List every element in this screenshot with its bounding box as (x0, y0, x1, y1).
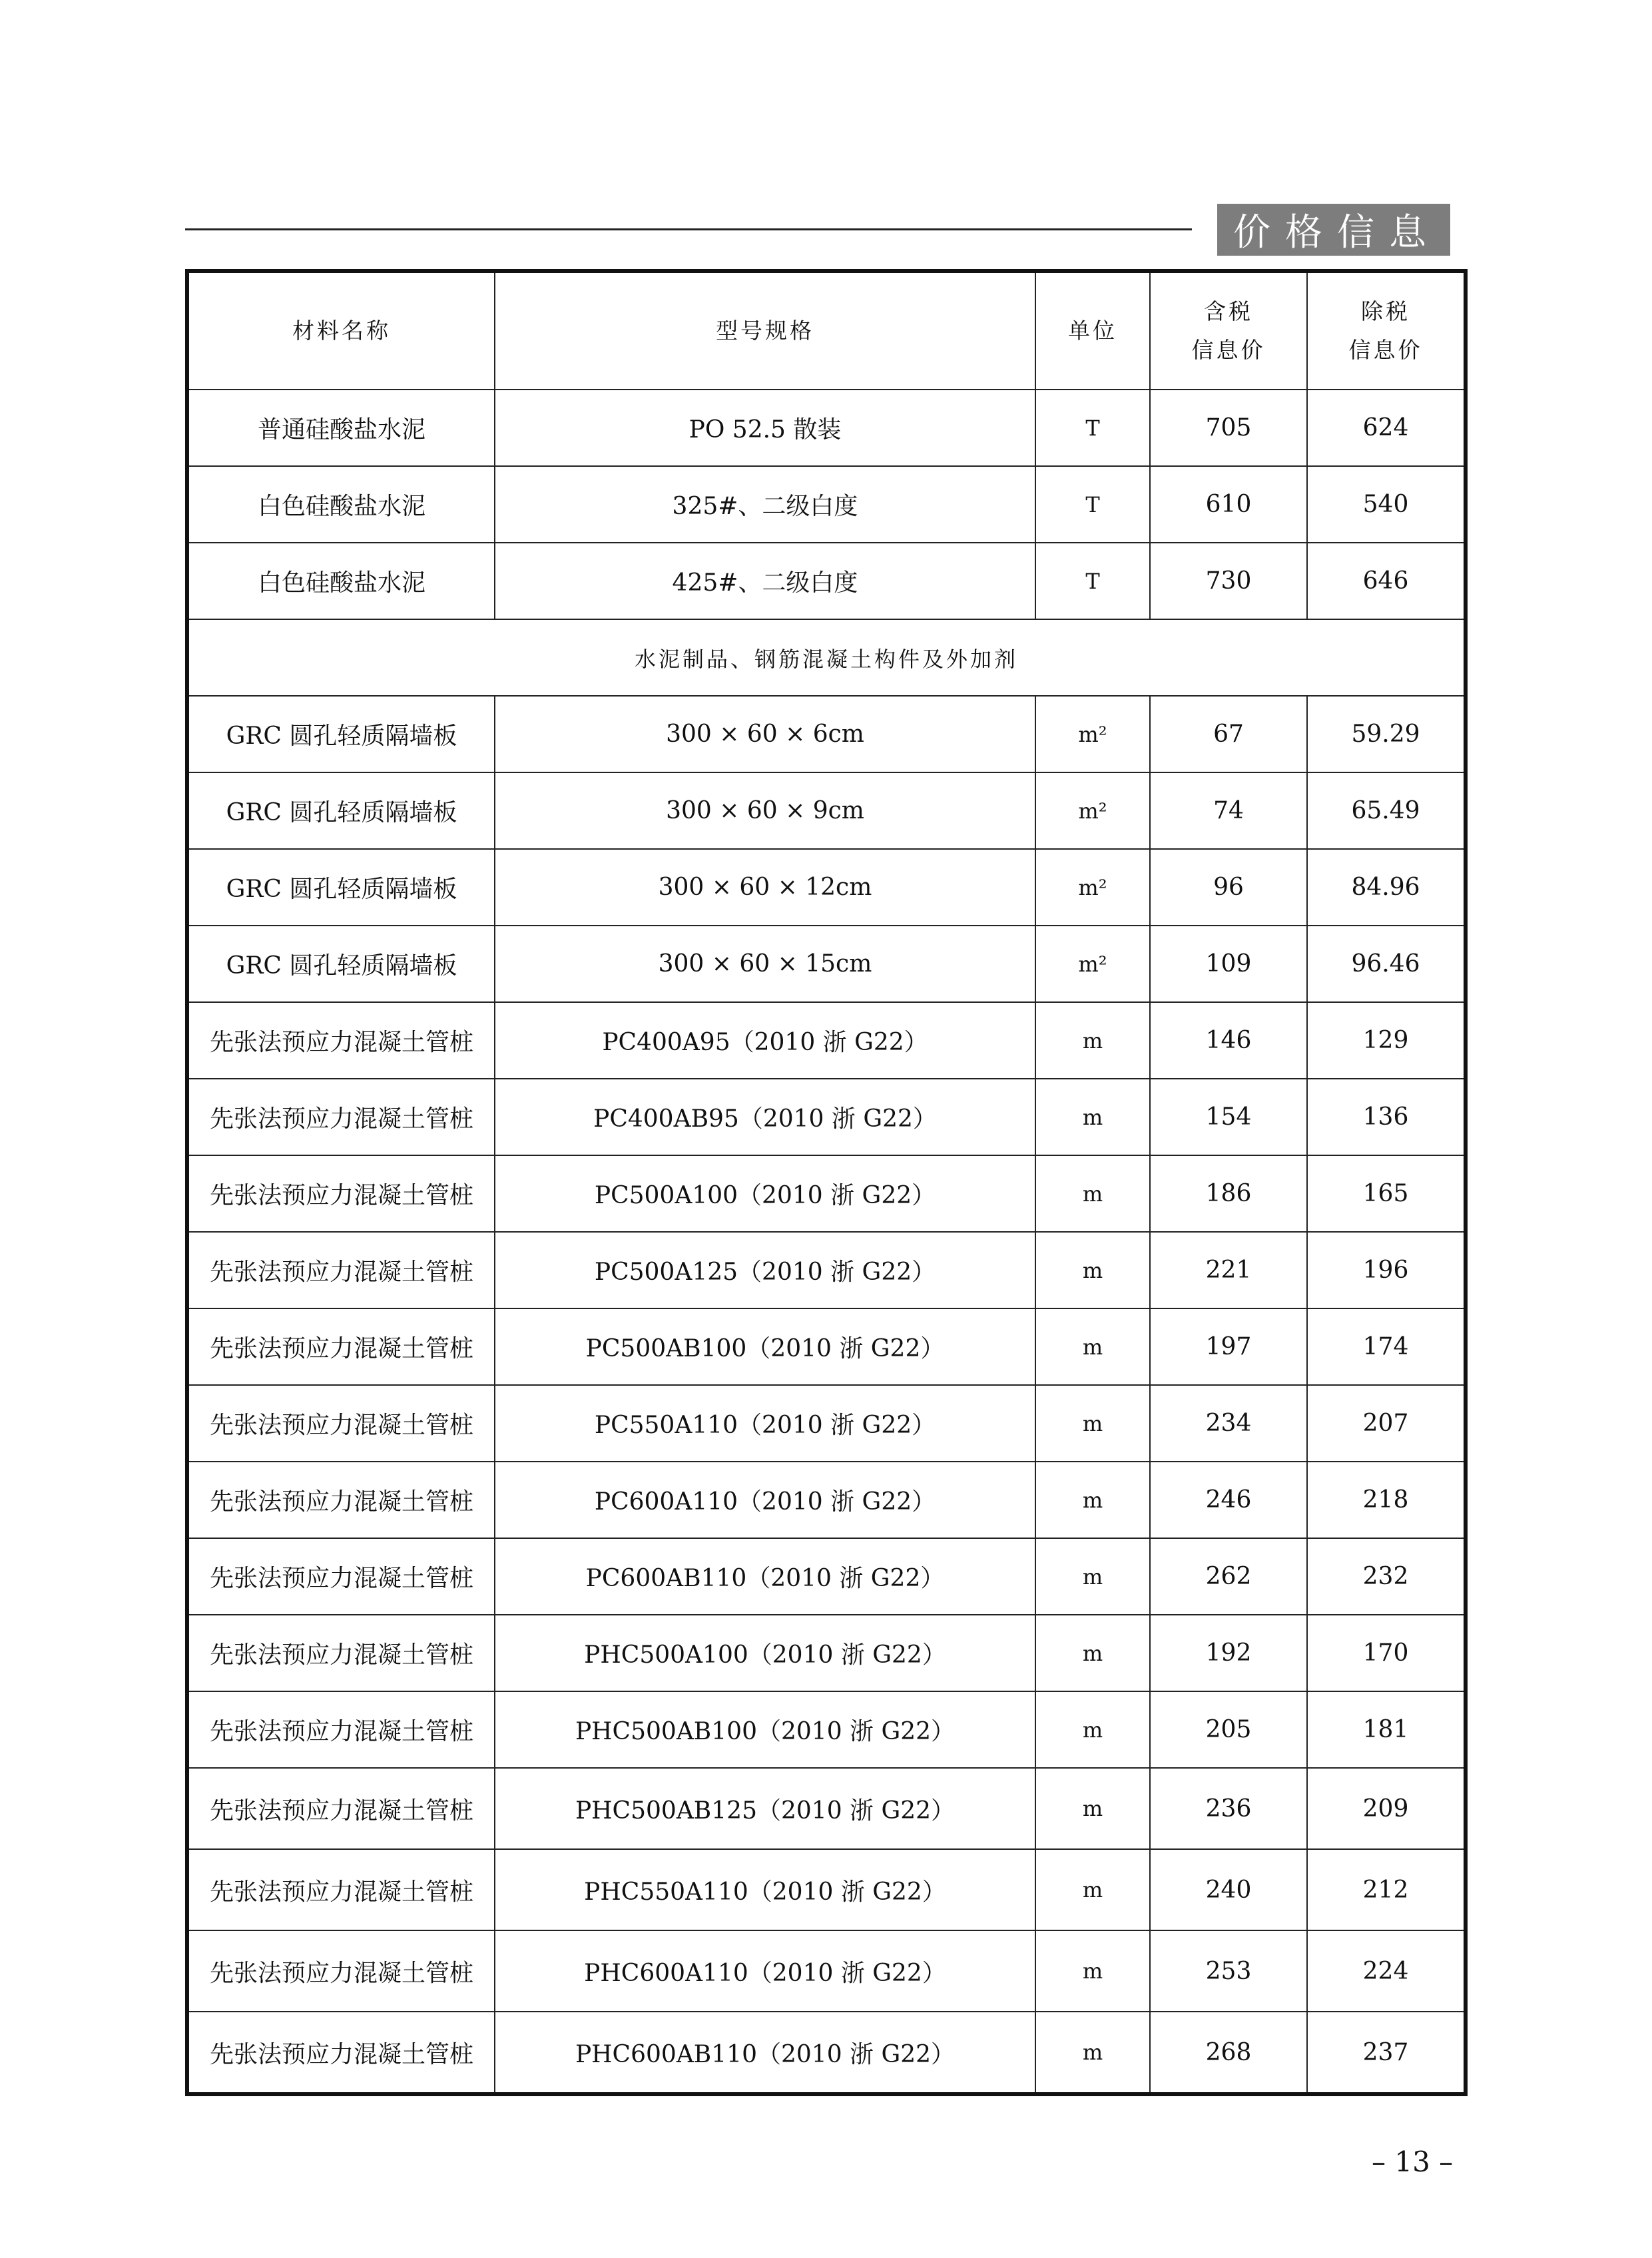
cell-tax-included-price: 154 (1150, 1079, 1307, 1155)
cell-tax-included-price: 240 (1150, 1849, 1307, 1930)
cell-unit: m (1035, 1768, 1150, 1849)
table-row (187, 1385, 1466, 1462)
cell-spec: 300 × 60 × 12cm (495, 849, 1035, 926)
cell-material-name: 先张法预应力混凝土管桩 (187, 1002, 495, 1079)
cell-spec: 325#、二级白度 (495, 466, 1035, 543)
cell-unit: m (1035, 1308, 1150, 1385)
cell-spec: PC550A110（2010 浙 G22） (495, 1385, 1035, 1462)
cell-spec: PC400A95（2010 浙 G22） (495, 1002, 1035, 1079)
table-row (187, 1079, 1466, 1155)
cell-unit: m² (1035, 696, 1150, 772)
cell-tax-included-price: 74 (1150, 772, 1307, 849)
table-row (187, 772, 1466, 849)
cell-unit: m (1035, 1849, 1150, 1930)
cell-tax-excluded-price: 196 (1307, 1232, 1466, 1308)
cell-spec: 300 × 60 × 15cm (495, 926, 1035, 1002)
cell-material-name: 白色硅酸盐水泥 (187, 466, 495, 543)
table-body (187, 390, 1466, 2094)
cell-spec: PHC600A110（2010 浙 G22） (495, 1930, 1035, 2012)
cell-tax-excluded-price: 624 (1307, 390, 1466, 466)
table-row (187, 1768, 1466, 1849)
cell-material-name: GRC 圆孔轻质隔墙板 (187, 849, 495, 926)
cell-unit: m (1035, 1538, 1150, 1615)
cell-material-name: 先张法预应力混凝土管桩 (187, 1079, 495, 1155)
cell-spec: PHC500A100（2010 浙 G22） (495, 1615, 1035, 1691)
cell-unit: m (1035, 1691, 1150, 1768)
table-row (187, 1308, 1466, 1385)
cell-tax-included-price: 197 (1150, 1308, 1307, 1385)
table-row (187, 849, 1466, 926)
cell-tax-excluded-price: 540 (1307, 466, 1466, 543)
cell-material-name: 先张法预应力混凝土管桩 (187, 1615, 495, 1691)
cell-spec: PHC500AB125（2010 浙 G22） (495, 1768, 1035, 1849)
cell-tax-excluded-price: 65.49 (1307, 772, 1466, 849)
cell-spec: 300 × 60 × 6cm (495, 696, 1035, 772)
cell-spec: PC500AB100（2010 浙 G22） (495, 1308, 1035, 1385)
cell-tax-excluded-price: 212 (1307, 1849, 1466, 1930)
header-rule (185, 228, 1192, 230)
cell-unit: m² (1035, 849, 1150, 926)
cell-material-name: 先张法预应力混凝土管桩 (187, 1155, 495, 1232)
page-number: – 13 – (1372, 2145, 1454, 2178)
cell-material-name: 先张法预应力混凝土管桩 (187, 1232, 495, 1308)
cell-material-name: 先张法预应力混凝土管桩 (187, 1385, 495, 1462)
cell-tax-included-price: 236 (1150, 1768, 1307, 1849)
cell-tax-excluded-price: 174 (1307, 1308, 1466, 1385)
table-row (187, 1155, 1466, 1232)
cell-unit: T (1035, 390, 1150, 466)
cell-unit: m (1035, 1462, 1150, 1538)
table-row (187, 1538, 1466, 1615)
cell-unit: T (1035, 466, 1150, 543)
cell-unit: m (1035, 1079, 1150, 1155)
cell-unit: m (1035, 1930, 1150, 2012)
cell-tax-excluded-price: 129 (1307, 1002, 1466, 1079)
table-row (187, 1691, 1466, 1768)
cell-tax-included-price: 96 (1150, 849, 1307, 926)
cell-unit: m (1035, 1385, 1150, 1462)
table-row (187, 1462, 1466, 1538)
cell-material-name: GRC 圆孔轻质隔墙板 (187, 926, 495, 1002)
column-header-unit: 单位 (1035, 271, 1150, 390)
cell-unit: m (1035, 1002, 1150, 1079)
cell-tax-excluded-price: 209 (1307, 1768, 1466, 1849)
cell-material-name: 先张法预应力混凝土管桩 (187, 1308, 495, 1385)
cell-material-name: 先张法预应力混凝土管桩 (187, 1930, 495, 2012)
cell-tax-excluded-price: 84.96 (1307, 849, 1466, 926)
cell-material-name: 先张法预应力混凝土管桩 (187, 1849, 495, 1930)
section-title: 价格信息 (1217, 204, 1450, 256)
cell-spec: PHC550A110（2010 浙 G22） (495, 1849, 1035, 1930)
cell-material-name: 普通硅酸盐水泥 (187, 390, 495, 466)
cell-unit: m (1035, 1232, 1150, 1308)
cell-tax-excluded-price: 59.29 (1307, 696, 1466, 772)
cell-tax-excluded-price: 96.46 (1307, 926, 1466, 1002)
cell-material-name: GRC 圆孔轻质隔墙板 (187, 696, 495, 772)
cell-tax-included-price: 705 (1150, 390, 1307, 466)
cell-material-name: 先张法预应力混凝土管桩 (187, 1462, 495, 1538)
cell-tax-excluded-price: 136 (1307, 1079, 1466, 1155)
cell-tax-included-price: 234 (1150, 1385, 1307, 1462)
cell-unit: m (1035, 2012, 1150, 2094)
cell-spec: PO 52.5 散装 (495, 390, 1035, 466)
cell-tax-excluded-price: 165 (1307, 1155, 1466, 1232)
cell-tax-excluded-price: 181 (1307, 1691, 1466, 1768)
cell-tax-included-price: 262 (1150, 1538, 1307, 1615)
table-row (187, 543, 1466, 619)
cell-tax-included-price: 610 (1150, 466, 1307, 543)
cell-unit: m² (1035, 772, 1150, 849)
table-row (187, 1930, 1466, 2012)
table-row (187, 390, 1466, 466)
table-row (187, 1615, 1466, 1691)
cell-tax-included-price: 205 (1150, 1691, 1307, 1768)
cell-tax-excluded-price: 170 (1307, 1615, 1466, 1691)
cell-tax-excluded-price: 207 (1307, 1385, 1466, 1462)
cell-spec: 425#、二级白度 (495, 543, 1035, 619)
cell-material-name: 白色硅酸盐水泥 (187, 543, 495, 619)
cell-unit: m² (1035, 926, 1150, 1002)
cell-tax-excluded-price: 224 (1307, 1930, 1466, 2012)
cell-tax-included-price: 186 (1150, 1155, 1307, 1232)
cell-spec: PC600AB110（2010 浙 G22） (495, 1538, 1035, 1615)
cell-tax-excluded-price: 646 (1307, 543, 1466, 619)
cell-tax-included-price: 730 (1150, 543, 1307, 619)
cell-spec: PC500A100（2010 浙 G22） (495, 1155, 1035, 1232)
cell-unit: m (1035, 1615, 1150, 1691)
cell-tax-included-price: 246 (1150, 1462, 1307, 1538)
cell-tax-included-price: 146 (1150, 1002, 1307, 1079)
cell-tax-excluded-price: 218 (1307, 1462, 1466, 1538)
table-row (187, 1232, 1466, 1308)
cell-tax-included-price: 253 (1150, 1930, 1307, 2012)
category-row (187, 619, 1466, 696)
column-header-tax-included-price: 含税 信息价 (1150, 271, 1307, 390)
cell-spec: PC600A110（2010 浙 G22） (495, 1462, 1035, 1538)
cell-spec: PHC600AB110（2010 浙 G22） (495, 2012, 1035, 2094)
cell-tax-included-price: 67 (1150, 696, 1307, 772)
cell-spec: PC400AB95（2010 浙 G22） (495, 1079, 1035, 1155)
cell-spec: PC500A125（2010 浙 G22） (495, 1232, 1035, 1308)
table-row (187, 1849, 1466, 1930)
cell-spec: PHC500AB100（2010 浙 G22） (495, 1691, 1035, 1768)
price-table (185, 269, 1468, 2096)
cell-material-name: 先张法预应力混凝土管桩 (187, 1691, 495, 1768)
column-header-spec: 型号规格 (495, 271, 1035, 390)
cell-tax-excluded-price: 237 (1307, 2012, 1466, 2094)
column-header-material-name: 材料名称 (187, 271, 495, 390)
cell-unit: m (1035, 1155, 1150, 1232)
cell-tax-included-price: 109 (1150, 926, 1307, 1002)
cell-tax-included-price: 268 (1150, 2012, 1307, 2094)
cell-material-name: 先张法预应力混凝土管桩 (187, 1538, 495, 1615)
cell-material-name: GRC 圆孔轻质隔墙板 (187, 772, 495, 849)
table-row (187, 2012, 1466, 2094)
cell-spec: 300 × 60 × 9cm (495, 772, 1035, 849)
cell-unit: T (1035, 543, 1150, 619)
cell-tax-included-price: 221 (1150, 1232, 1307, 1308)
category-label: 水泥制品、钢筋混凝土构件及外加剂 (187, 619, 1466, 696)
cell-material-name: 先张法预应力混凝土管桩 (187, 2012, 495, 2094)
table-header-row (187, 271, 1466, 390)
cell-tax-included-price: 192 (1150, 1615, 1307, 1691)
table-row (187, 466, 1466, 543)
cell-tax-excluded-price: 232 (1307, 1538, 1466, 1615)
table-row (187, 696, 1466, 772)
cell-material-name: 先张法预应力混凝土管桩 (187, 1768, 495, 1849)
column-header-tax-excluded-price: 除税 信息价 (1307, 271, 1466, 390)
table-row (187, 1002, 1466, 1079)
table-row (187, 926, 1466, 1002)
